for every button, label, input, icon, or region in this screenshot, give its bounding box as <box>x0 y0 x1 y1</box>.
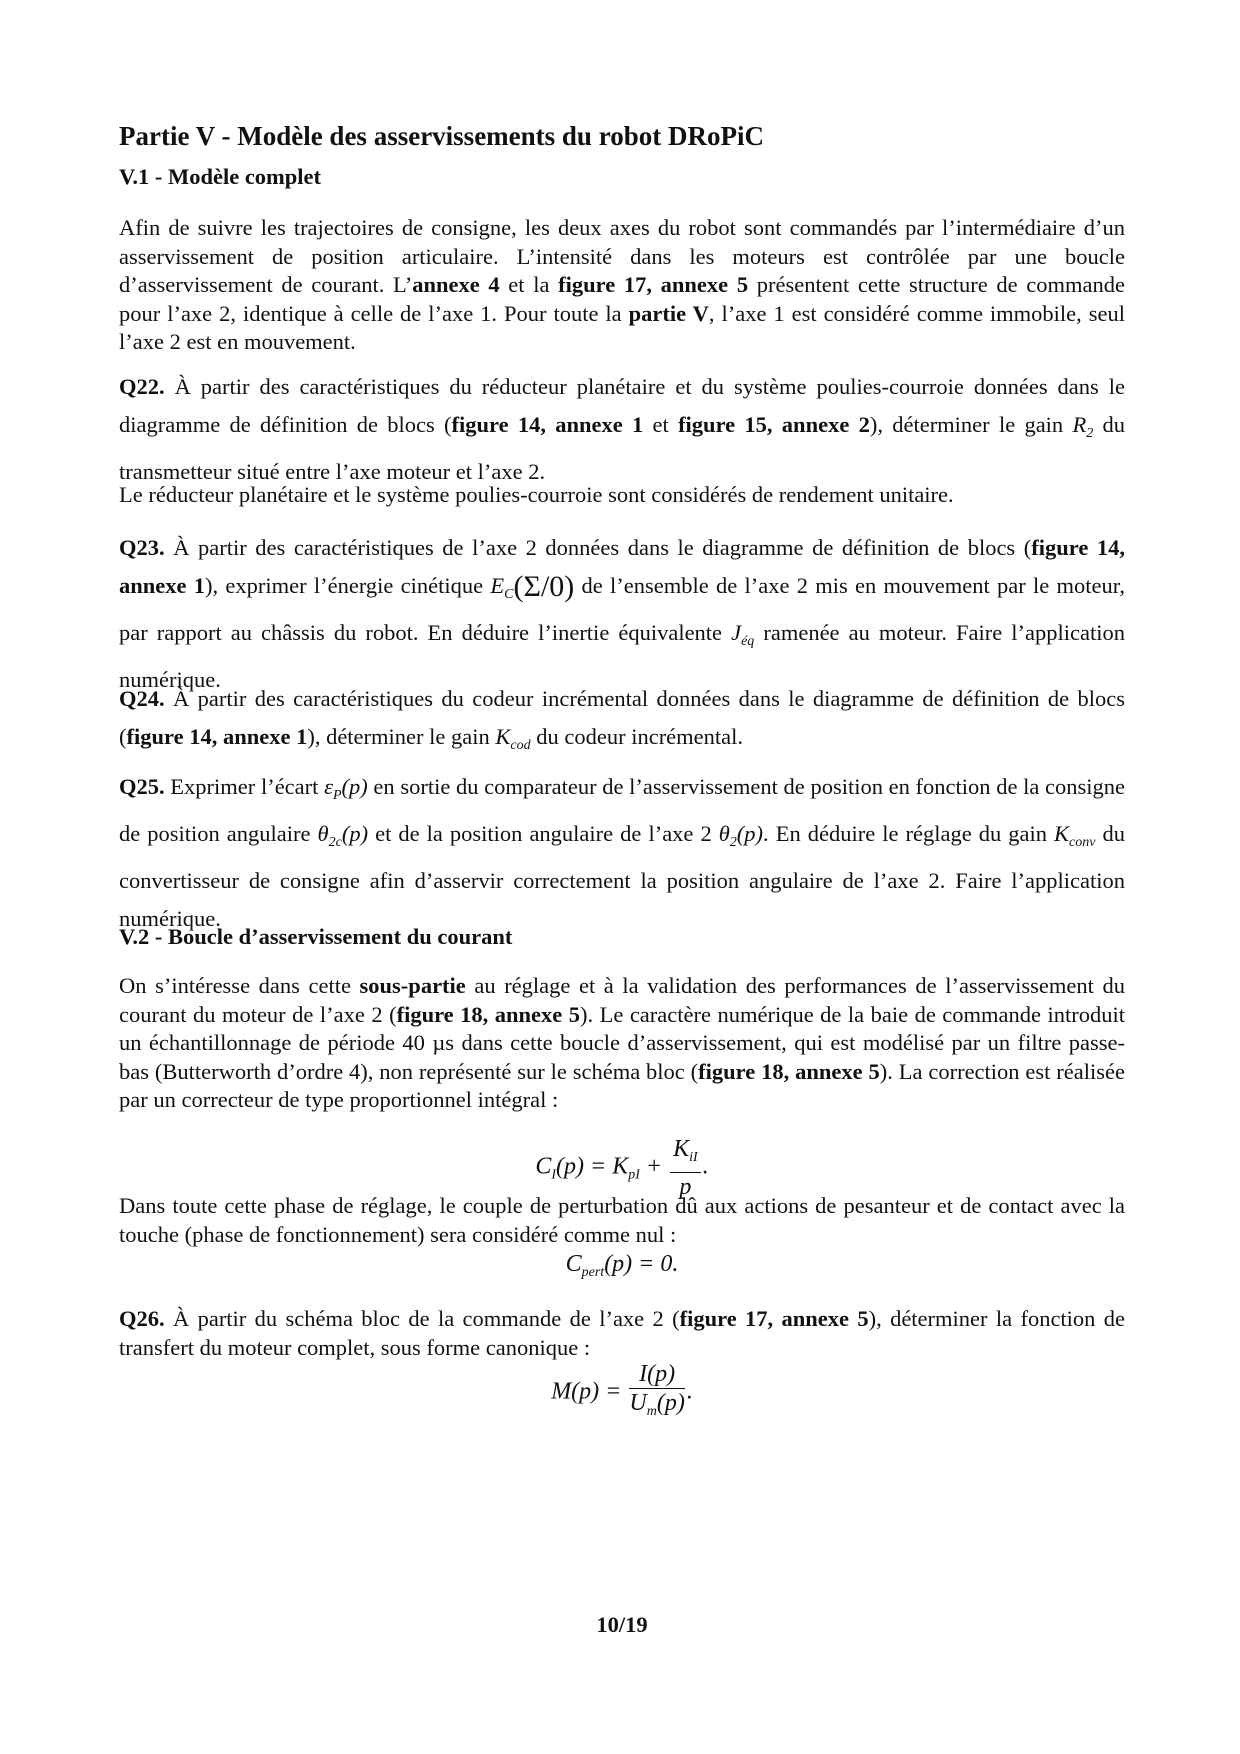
question-label: Q24. <box>119 686 165 711</box>
math-k-conv: $K_{conv}$ <box>1054 821 1096 850</box>
section-heading-v1: V.1 - Modèle complet <box>119 164 322 189</box>
paragraph-note: Le réducteur planétaire et le système poulies-courroie sont considérés de rendement unitaire. <box>119 482 954 507</box>
question-label: Q23. <box>119 535 165 560</box>
equation-disturbance: $C_{pert}(p) = 0$. <box>565 1251 679 1280</box>
page-number: 10/19 <box>596 1612 648 1637</box>
question-q26: Q26. À partir du schéma bloc de la commande de l’axe 2 (figure 17, annexe 5), déterminer la fonction de transfert du moteur complet, sous forme canonique : <box>119 1306 1126 1360</box>
math-theta-2: $\theta_2(p)$ <box>718 821 764 850</box>
math-r2: $R_2$ <box>1072 412 1094 441</box>
question-q22: Q22. À partir des caractéristiques du réducteur planétaire et du système poulies-courroie données dans le diagramme de définition de blocs (figure 14, annexe 1 et figure 15, annexe 2), déterminer le gain $R_2$ du transmetteur situé entre l’axe moteur et l’axe 2. <box>119 374 1125 484</box>
question-q23: Q23. À partir des caractéristiques de l’axe 2 données dans le diagramme de définition de blocs (figure 14, annexe 1), exprimer l’énergie cinétique $E_C(\Sigma/0)$ de l’ensemble de l’axe 2 mis en mouvement par le moteur, par rapport au châssis du robot. En déduire l’inertie équivalente $J_{éq}$ ramenée au moteur. Faire l’application numérique. <box>119 535 1126 692</box>
equation-motor-transfer: M(p) = $\frac{I(p)}{U_m(p)}$ . <box>551 1361 693 1419</box>
paragraph-disturbance: Dans toute cette phase de réglage, le couple de perturbation dû aux actions de pesanteur et de contact avec la touche (phase de fonctionnement) sera considéré comme nul : <box>119 1193 1125 1247</box>
question-label: Q25. <box>119 774 165 799</box>
math-theta-2c: $\theta_{2c}(p)$ <box>317 821 369 850</box>
document-page <box>119 0 1125 1754</box>
part-title: Partie V - Modèle des asservissements du robot DRoPiC <box>119 121 764 151</box>
math-kinetic-energy: $E_C(\Sigma/0)$ <box>490 570 575 603</box>
equation-corrector: $C_I(p) = K_{pI}$ + $\frac{K_{iI}}{p}$ . <box>535 1136 709 1200</box>
section-heading-v2: V.2 - Boucle d’asservissement du courant <box>119 924 513 949</box>
paragraph-current-loop: On s’intéresse dans cette sous-partie au réglage et à la validation des performances de l’asservissement du courant du moteur de l’axe 2 (figure 18, annexe 5). Le caractère numérique de la baie de commande introduit un échantillonnage de période 40 µs dans cette boucle d’asservissement, qui est modélisé par un filtre passe-bas (Butterworth d’ordre 4), non représenté sur le schéma bloc (figure 18, annexe 5). La correction est réalisée par un correcteur de type proportionnel intégral : <box>119 973 1126 1112</box>
math-epsilon-p: $\varepsilon_P(p)$ <box>324 774 368 803</box>
paragraph-intro: Afin de suivre les trajectoires de consigne, les deux axes du robot sont commandés par l’intermédiaire d’un asservissement de position articulaire. L’intensité dans les moteurs est contrôlée par une boucle d’asservissement de courant. L’annexe 4 et la figure 17, annexe 5 présentent cette structure de commande pour l’axe 2, identique à celle de l’axe 1. Pour toute la partie V, l’axe 1 est considéré comme immobile, seul l’axe 2 est en mouvement. <box>119 215 1126 354</box>
question-q25: Q25. Exprimer l’écart $\varepsilon_P(p)$ en sortie du comparateur de l’asservissement de position en fonction de la consigne de position angulaire $\theta_{2c}(p)$ et de la position angulaire de l’axe 2 $\theta_2(p)$. En déduire le réglage du gain $K_{conv}$ du convertisseur de consigne afin d’asservir correctement la position angulaire de l’axe 2. Faire l’application numérique. <box>119 774 1126 931</box>
question-q24: Q24. À partir des caractéristiques du codeur incrémental données dans le diagramme de définition de blocs (figure 14, annexe 1), déterminer le gain $K_{cod}$ du codeur incrémental. <box>119 686 1125 753</box>
question-label: Q22. <box>119 374 165 399</box>
math-j-eq: $J_{éq}$ <box>731 620 755 649</box>
question-label: Q26. <box>119 1306 165 1331</box>
math-k-cod: $K_{cod}$ <box>495 724 531 753</box>
